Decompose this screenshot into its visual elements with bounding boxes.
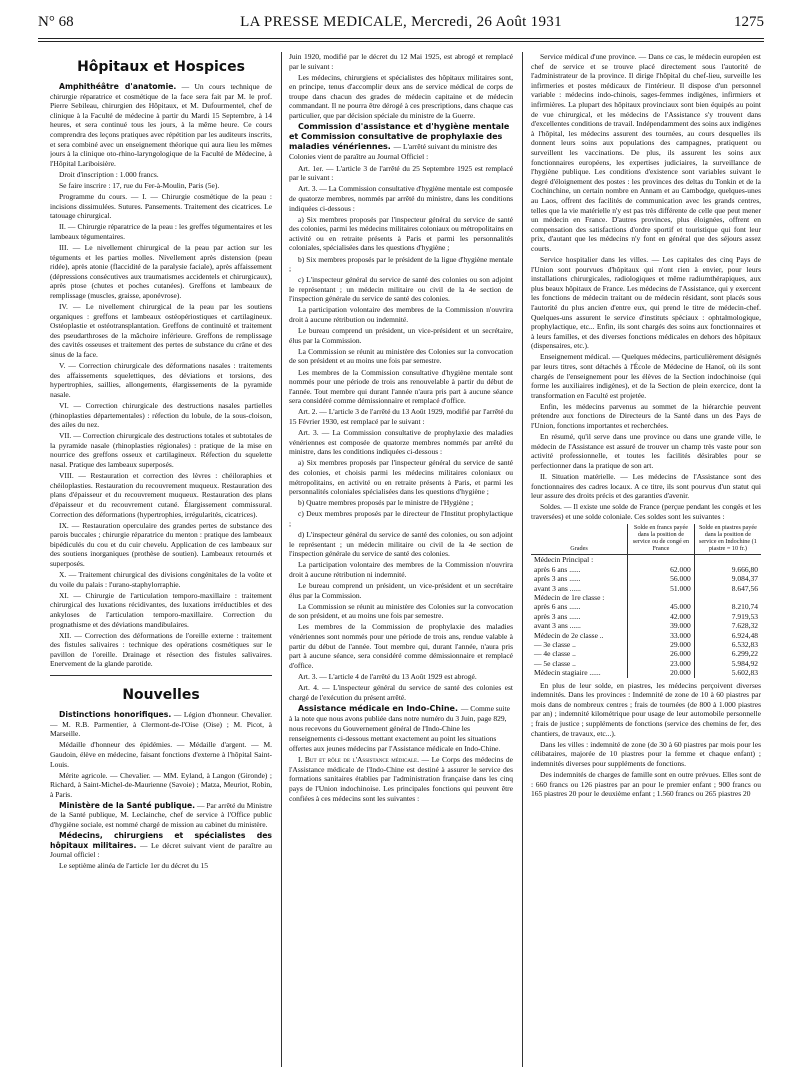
article-paragraph: II. — Chirurgie réparatrice de la peau : les greffes tégumentaires et les lambeaux tégumentaires. [50,222,272,241]
table-cell-piastres: 7.628,32 [694,621,761,630]
table-row [531,612,761,621]
article-paragraph: Le septième alinéa de l'article 1er du décret du 15 [59,861,208,871]
column-2 [289,52,513,1072]
table-cell-piastres: 9.666,80 [694,565,761,574]
table-header-piastres: Solde en piastres payée dans la position de service en Indochine (1 piastre = 10 fr.) [694,524,761,555]
column-separator [281,52,282,1067]
table-cell-grade: avant 3 ans ...... [534,583,581,593]
article-heading: Ministère de la Santé publique. [59,800,196,810]
table-cell-francs: 20.000 [628,668,695,677]
article-paragraph: Amphithéâtre d'anatomie. — Un cours technique de chirurgie réparatrice et cosmétique de la face sera fait par M. le prof. Pierre Sebileau, chirurgien des Hôpitaux, et M. Dufourmentel, chef de clinique à la Faculté de médecine à partir du Mardi 15 Septembre, à 14 heures, et sera continué tous les jours, à la même heure. Ce cours comprendra des leçons pratiques avec répétition par les auditeurs inscrits, et sera combiné avec un enseignement théorique qui aura lieu les mêmes jours à la clinique oto-rhino-laryngologique de la Faculté de Médecine, à l'Hôpital Lariboisière. [50,82,272,168]
article-paragraph: VI. — Correction chirurgicale des destructions nasales partielles (rhinoplasties départementales) : réfection du lobule, de la sous-cloison, des ailes du nez. [50,401,272,430]
table-cell-grade: Médecin de 1re classe : [534,592,605,602]
table-cell-piastres: 8.647,56 [694,584,761,593]
article-paragraph: Service hospitalier dans les villes. — Les capitales des cinq Pays de l'Union sont pourvues d'hôpitaux qui n'ont rien à envier, pour leurs installations chirurgicales, radiologiques et même radiumthérapiques, aux plus beaux hôpitaux de France. Les médecins de l'Assistance, qui y exercent les fonctions de médecin traitant ou de médecin résidant, sont placés sous l'autorité du plus ancien d'entre eux, qui prend le titre de médecin-chef. Quelques-uns assurent le service d'instituts spéciaux : ophtalmologique, prophylactique, etc... Enfin, ils sont chargés des soins aux fonctionnaires et à leurs familles, et des diverses fonctions médicales en dehors des hôpitaux (dispensaires, etc.). [531,254,761,351]
article-paragraph: Médaille d'honneur des épidémies. — Médaille d'argent. — M. Gaudoin, élève en médecine, faisant fonctions d'externe à l'hôpital Saint-Louis. [50,740,272,769]
article-paragraph: VII. — Correction chirurgicale des destructions totales et subtotales de la pyramide nasale (rhinoplasties régionales) : pratique de la mise en nourrice des greffons osseux et cartilagineux. Réfection du squelette nasal. Pratique des lambeaux superposés. [50,431,272,470]
article-paragraph: Se faire inscrire : 17, rue du Fer-à-Moulin, Paris (5e). [59,180,220,190]
table-cell-grade: — 4e classe .. [534,649,576,659]
article-paragraph: Le bureau comprend un président, un vice-président et un secrétaire élus par la Commission. [289,581,513,600]
table-header-francs: Solde en francs payée dans la position de service ou de congé en France [628,524,695,555]
article-paragraph: Ministère de la Santé publique. — Par arrêté du Ministre de la Santé publique, M. Leclainche, chef de service à l'Office public d'hygiène sociale, est nommé chargé de mission au cabinet du ministère. [50,800,272,830]
article-paragraph: X. — Traitement chirurgical des divisions congénitales de la voûte et du voile du palais : l'urano-staphylorraphie. [50,570,272,589]
salary-table [531,524,761,678]
header-rule [38,38,764,39]
issue-number: N° 68 [38,14,74,30]
column-separator [522,52,523,1067]
article-paragraph: IV. — Le nivellement chirurgical de la peau par les soutiens organiques : greffons et lambeaux ostéopériostiques et cartilagineux. Ostéoplastie et ostéotransplantation. Greffons de continuité et traitement des pseudarthroses de la mâchoire inférieure. Greffons de remplissage des cavités osseuses et traitement des pertes de substance du crâne et des sinus de la face. [50,302,272,360]
article-paragraph: V. — Correction chirurgicale des déformations nasales : traitements des affaissements squelettiques, des déviations et torsions, des hypertrophies, saillies, allongements, élargissements de la pyramide nasale. [50,361,272,399]
article-paragraph: La Commission se réunit au ministère des Colonies sur la convocation de son président, et au moins une fois par semestre. [289,601,513,621]
table-cell-francs: 29.000 [628,640,695,649]
article-paragraph: Enseignement médical. — Quelques médecins, particulièrement désignés par leurs titres, sont détachés à l'École de Médecine de Hanoï, où ils sont chargés de l'enseignement pour les élèves de la Section indochinoise (qui forme les auxiliaires indigènes), et de la Section de plein exercice, dont la transformation en Faculté est projetée. [531,352,761,400]
table-cell-grade: avant 3 ans ...... [534,621,581,631]
table-row [531,602,761,611]
article-paragraph: c) L'inspecteur général du service de santé des colonies ou son adjoint le représentant ; un médecin militaire ou civil de la 4e section de l'inspection générale du service de santé des colonies. [289,275,513,304]
article-heading: Distinctions honorifiques. [59,710,172,720]
article-paragraph: Art. 4. — L'inspecteur général du service de santé des colonies est chargé de l'exécution du présent arrêté. [289,682,513,702]
article-paragraph: Art. 3. — La Commission consultative de prophylaxie des maladies vénériennes est composée de quatorze membres nommés par arrêté du ministre, dans les conditions indiquées ci-dessous : [289,428,513,457]
table-cell-francs: 39.000 [628,621,695,630]
header-rule-2 [38,41,764,42]
table-cell-francs: 26.000 [628,649,695,658]
table-cell-francs: 51.000 [628,584,695,593]
table-cell-francs: 23.000 [628,659,695,668]
article-paragraph: Art. 2. — L'article 3 de l'arrêté du 13 Août 1929, modifié par l'arrêté du 15 Février 1930, est remplacé par le suivant : [289,407,513,426]
table-cell-francs [628,555,695,565]
article-paragraph: En plus de leur solde, en piastres, les médecins perçoivent diverses indemnités. Dans les provinces : Indemnité de zone de 10 à 60 piastres par mois dans de nombreux centres ; frais de tournées (de 800 à 1.000 piastres par an) ; indemnité kilométrique pour usage de leur automobile personnelle ; frais de justice ; suppléments de fonctions (service des chemins de fer, des chantiers, de travaux, etc...). [531,680,761,738]
table-cell-piastres: 6.532,83 [694,640,761,649]
section-rule [50,675,272,676]
article-paragraph: III. — Le nivellement chirurgical de la peau par action sur les téguments et les parties molles. Nivellement après distension (peau ridée), après atonie (flaccidité de la paralysie faciale), après affaissement (dépressions consécutives aux traumatismes accidentels et chirurgicaux), après ptose (chutes et poches cutanées). Greffons et lambeaux de remplissage (muscles, graisse, aponévrose). [50,243,272,300]
article-paragraph: Médecins, chirurgiens et spécialistes des hôpitaux militaires. — Le décret suivant vient de paraître au Journal officiel : [50,831,272,860]
article-paragraph: En résumé, qu'il serve dans une province ou dans une grande ville, le médecin de l'Assistance est assuré de trouver un champ très vaste pour son activité professionnelle, et toutes les facilités désirables pour se perfectionner dans la pratique de son art. [531,432,761,470]
table-row [531,574,761,583]
table-cell-grade: après 6 ans ...... [534,564,581,574]
article-paragraph: Juin 1920, modifié par le décret du 12 Mai 1925, est abrogé et remplacé par le suivant : [289,52,513,71]
table-cell-grade: après 6 ans ...... [534,602,581,612]
article-paragraph: a) Six membres proposés par l'inspecteur général du service de santé des colonies, et choisis parmi les médecins militaires coloniaux ou métropolitains, en activité ou en retraite présents à Paris, et parmi les personnalités coloniales spécialisées dans les questions d'hygiène ; [289,458,513,497]
table-cell-grade: — 5e classe .. [534,658,576,668]
salary-table-body [531,555,761,678]
table-cell-piastres: 6.299,22 [694,649,761,658]
article-paragraph: I. But et rôle de l'Assistance médicale. — Le Corps des médecins de l'Assistance médicale de l'Indo-Chine est destiné à assurer le service des formations sanitaires établies par l'administration française dans les cinq pays de l'Union indochinoise. Les principales fonctions qui peuvent être confiées à ces médecins sont les suivantes : [289,755,513,803]
table-row [531,640,761,649]
article-paragraph: Distinctions honorifiques. — Légion d'honneur. Chevalier. — M. R.B. Parmentier, à Clermont-de-l'Oise (Oise) ; M. Picot, à Marseille. [50,710,272,739]
table-cell-grade: après 3 ans ...... [534,611,581,621]
article-paragraph: Enfin, les médecins parvenus au sommet de la hiérarchie peuvent prétendre aux fonctions de Directeurs de la Santé dans un des Pays de l'Union, fonctions importantes et recherchées. [531,401,761,431]
column-1 [50,52,272,1072]
article-paragraph: c) Deux membres proposés par le directeur de l'Institut prophylactique ; [289,509,513,528]
article-paragraph: II. Situation matérielle. — Les médecins de l'Assistance sont des fonctionnaires des cadres locaux. A ce titre, ils sont pourvus d'un statut qui leur assure des droits précis et des garanties d'avenir. [531,472,761,501]
article-heading: Médecins, chirurgiens et spécialistes des hôpitaux militaires. [50,831,272,850]
article-paragraph: XII. — Correction des déformations de l'oreille externe : traitement des fistules salivaires : technique des opérations cosmétiques sur le pavillon de l'oreille. Drainage et résection des fistules salivaires. Enervement de la glande parotide. [50,630,272,669]
article-paragraph: Art. 3. — L'article 4 de l'arrêté du 13 Août 1929 est abrogé. [298,671,477,681]
table-cell-francs: 45.000 [628,602,695,611]
article-paragraph: Les médecins, chirurgiens et spécialistes des hôpitaux militaires sont, en principe, tenus d'accomplir deux ans de service médical de corps de troupe dans chacun des grades de médecin capitaine et de médecin commandant. Il ne pourra être dérogé à ces prescriptions, dans chaque cas particulier, que par décision spéciale du ministre de la Guerre. [289,72,513,121]
column-3 [531,52,761,1072]
article-paragraph: La participation volontaire des membres de la Commission n'ouvrira droit à aucune rétribution ni indemnité. [289,560,513,579]
article-paragraph: Dans les villes : indemnité de zone (de 30 à 60 piastres par mois pour les célibataires, majorée de 10 piastres pour la femme et chaque enfant) ; indemnités diverses pour suppléments de fonctions. [531,739,761,768]
table-cell-piastres: 5.984,92 [694,659,761,668]
table-cell-francs [628,593,695,602]
table-header-row [531,524,761,555]
table-cell-piastres: 5.602,83 [694,668,761,677]
table-cell-piastres: 7.919,53 [694,612,761,621]
article-paragraph: Art. 3. — La Commission consultative d'hygiène mentale est composée de quatorze membres, nommés par arrêté du ministre, dans les conditions indiquées ci-dessous : [289,184,513,213]
table-row [531,659,761,668]
table-cell-piastres [694,593,761,602]
article-paragraph: Des indemnités de charges de famille sont en outre prévues. Elles sont de : 660 francs ou 126 piastres par an pour le premier enfant ; 900 francs ou 165 piastres 20 pour le deuxième enfant ; 1.560 francs ou 265 piastres 20 [531,769,761,799]
article-paragraph: d) L'inspecteur général du service de santé des colonies, ou son adjoint le représentant ; un médecin militaire ou civil de la 4e section de l'inspection générale du service de santé des colonies. [289,530,513,559]
article-paragraph: Soldes. — Il existe une solde de France (perçue pendant les congés et les traversées) et une solde coloniale. Ces soldes sont les suivantes : [531,502,761,521]
table-row [531,555,761,565]
section-title-nouvelles: Nouvelles [122,687,200,704]
table-cell-grade: Médecin stagiaire ...... [534,668,601,678]
table-cell-francs: 56.000 [628,574,695,583]
article-paragraph: Les membres de la Commission de prophylaxie des maladies vénériennes sont nommés pour une période de trois ans, rendue valable à partir du début de l'année. Tout membre qui, durant l'année, n'aura pris part à aucune séance, sera considéré comme démissionnaire et remplacé d'office. [289,622,513,670]
article-paragraph: Les membres de la Commission consultative d'hygiène mentale sont nommés pour une période de trois ans renouvelable à partir du début de l'année. Tout membre qui durant l'année n'aura pris part à aucune séance sera considéré comme démissionnaire et remplacé d'office. [289,367,513,406]
table-header-grades: Grades [531,524,628,555]
table-row [531,593,761,602]
article-paragraph: IX. — Restauration operculaire des grandes pertes de substance des parois buccales ; chirurgie réparatrice du menton : pratique des lambeaux bipédiculés du cou et du cuir chevelu. Application de ces lambeaux sur des soutiens inorganiques (prothèse de soutien). Lambeaux retournés et superposés. [50,520,272,568]
article-paragraph: Le bureau comprend un président, un vice-président et un secrétaire, élus par la Commission. [289,326,513,345]
article-paragraph: La participation volontaire des membres de la Commission n'ouvrira droit à aucune rétribution ou indemnité. [289,305,513,325]
table-cell-francs: 42.000 [628,612,695,621]
table-row [531,668,761,677]
table-cell-piastres: 6.924,48 [694,631,761,640]
table-cell-piastres [694,555,761,565]
section-title-hopitaux: Hôpitaux et Hospices [77,59,245,75]
table-row [531,621,761,630]
article-paragraph: b) Six membres proposés par le président de la ligue d'hygiène mentale ; [289,254,513,274]
table-row [531,649,761,658]
journal-title: LA PRESSE MEDICALE, Mercredi, 26 Août 1931 [240,14,562,30]
table-cell-grade: Médecin Principal : [534,555,594,565]
table-cell-grade: Médecin de 2e classe .. [534,630,604,640]
page-number: 1275 [734,14,764,30]
article-paragraph: b) Quatre membres proposés par le ministre de l'Hygiène ; [298,498,474,508]
article-paragraph: Art. 1er. — L'article 3 de l'arrêté du 25 Septembre 1925 est remplacé par le suivant : [289,163,513,183]
article-paragraph: Service médical d'une province. — Dans ce cas, le médecin européen est chef de service et se trouve placé directement sous l'autorité de l'administrateur de la province. Il dirige l'hôpital du chef-lieu, surveille les infirmeries et postes médicaux de l'intérieur. Il dispose d'un personnel variable : médecins indo-chinois, sages-femmes indigènes, infirmiers et infirmières. La plupart des hôpitaux provinciaux sont bien équipés au point de vue chirurgical, et les médecins de l'Assistance s'y trouvent dans d'excellentes conditions de travail. Indépendamment des soins aux indigènes à l'hôpital, les médecins assurent des tournées, au cours desquelles ils donnent leurs soins aux populations des campagnes, pratiquent ou surveillent les vaccinations. De plus, ils assurent les soins aux fonctionnaires européens, les expertises judiciaires, la surveillance de l'hygiène publique. Les conditions d'existence sont variables suivant le degré d'éloignement des postes : les provinces des deltas du Tonkin et de la Cochinchine, un certain nombre en Annam et au Cambodge, quelques-unes au Laos, offrent des facilités de communication avec les grands centres, telles que la vie matérielle n'y est pas très différente de celle que peut mener un médecin en France. D'autres provinces, plus éloignées, offrent en compensation des satisfactions d'ordre sportif et touristique qui font leur prix, d'autant que les médecins n'y font en général que des séjours assez courts. [531,52,761,253]
table-cell-francs: 33.000 [628,631,695,640]
table-row [531,584,761,593]
article-paragraph: a) Six membres proposés par l'inspecteur général du service de santé des colonies, parmi les médecins militaires coloniaux ou métropolitains en activité ou en retraite présents à Paris et parmi les personnalités coloniales, spécialisées dans les questions d'hygiène ; [289,214,513,253]
masthead [38,10,764,36]
table-cell-grade: — 3e classe .. [534,639,576,649]
table-row [531,565,761,574]
table-cell-piastres: 9.084,37 [694,574,761,583]
table-cell-francs: 62.000 [628,565,695,574]
article-heading: Assistance médicale en Indo-Chine. — Comme suite à la note que nous avons publiée dans notre numéro du 3 Juin, page 829, nous recevons du Gouvernement général de l'Indo-Chine les renseignements ci-dessous mettant exactement au point les situations offertes aux jeunes médecins par l'Assistance médicale en Indo-Chine. [289,703,510,753]
table-row [531,631,761,640]
article-heading: Commission d'assistance et d'hygiène mentale et Commission consultative de prophylaxie des maladies vénériennes. — L'arrêté suivant du ministre des Colonies vient de paraître au Journal Officiel : [289,122,510,162]
article-paragraph: Mérite agricole. — Chevalier. — MM. Eyland, à Langon (Gironde) ; Richard, à Saint-Michel-de-Maurienne (Savoie) ; Matza, Meuriot, Robin, à Paris. [50,770,272,799]
table-cell-piastres: 8.210,74 [694,602,761,611]
article-paragraph: XI. — Chirurgie de l'articulation temporo-maxillaire : traitement chirurgical des luxations récidivantes, des luxations irréductibles et des ankyloses de l'articulation temporo-maxillaire. Correction du prognathisme et des déviations mandibulaires. [50,590,272,629]
article-paragraph: VIII. — Restauration et correction des lèvres : chéiloraphies et chéiloplasties. Restauration du recouvrement muqueux. Restauration des plans d'épaisseur et du recouvrement muqueux. Restauration des plans d'épaisseur et du recouvrement cutané. Élargissement commissural. Correction des déformations (hypertrophies, irrégularités, cicatrices). [50,471,272,519]
article-heading: Amphithéâtre d'anatomie. [59,82,177,91]
table-cell-grade: après 3 ans ...... [534,574,581,584]
article-paragraph: La Commission se réunit au ministère des Colonies sur la convocation de son président et au moins une fois par semestre. [289,346,513,366]
article-paragraph: Programme du cours. — I. — Chirurgie cosmétique de la peau : incisions dissimulées. Sutures. Pansements. Traitement des cicatrices. Le tatouage chirurgical. [50,192,272,221]
article-paragraph: Droit d'inscription : 1.000 francs. [59,169,159,179]
